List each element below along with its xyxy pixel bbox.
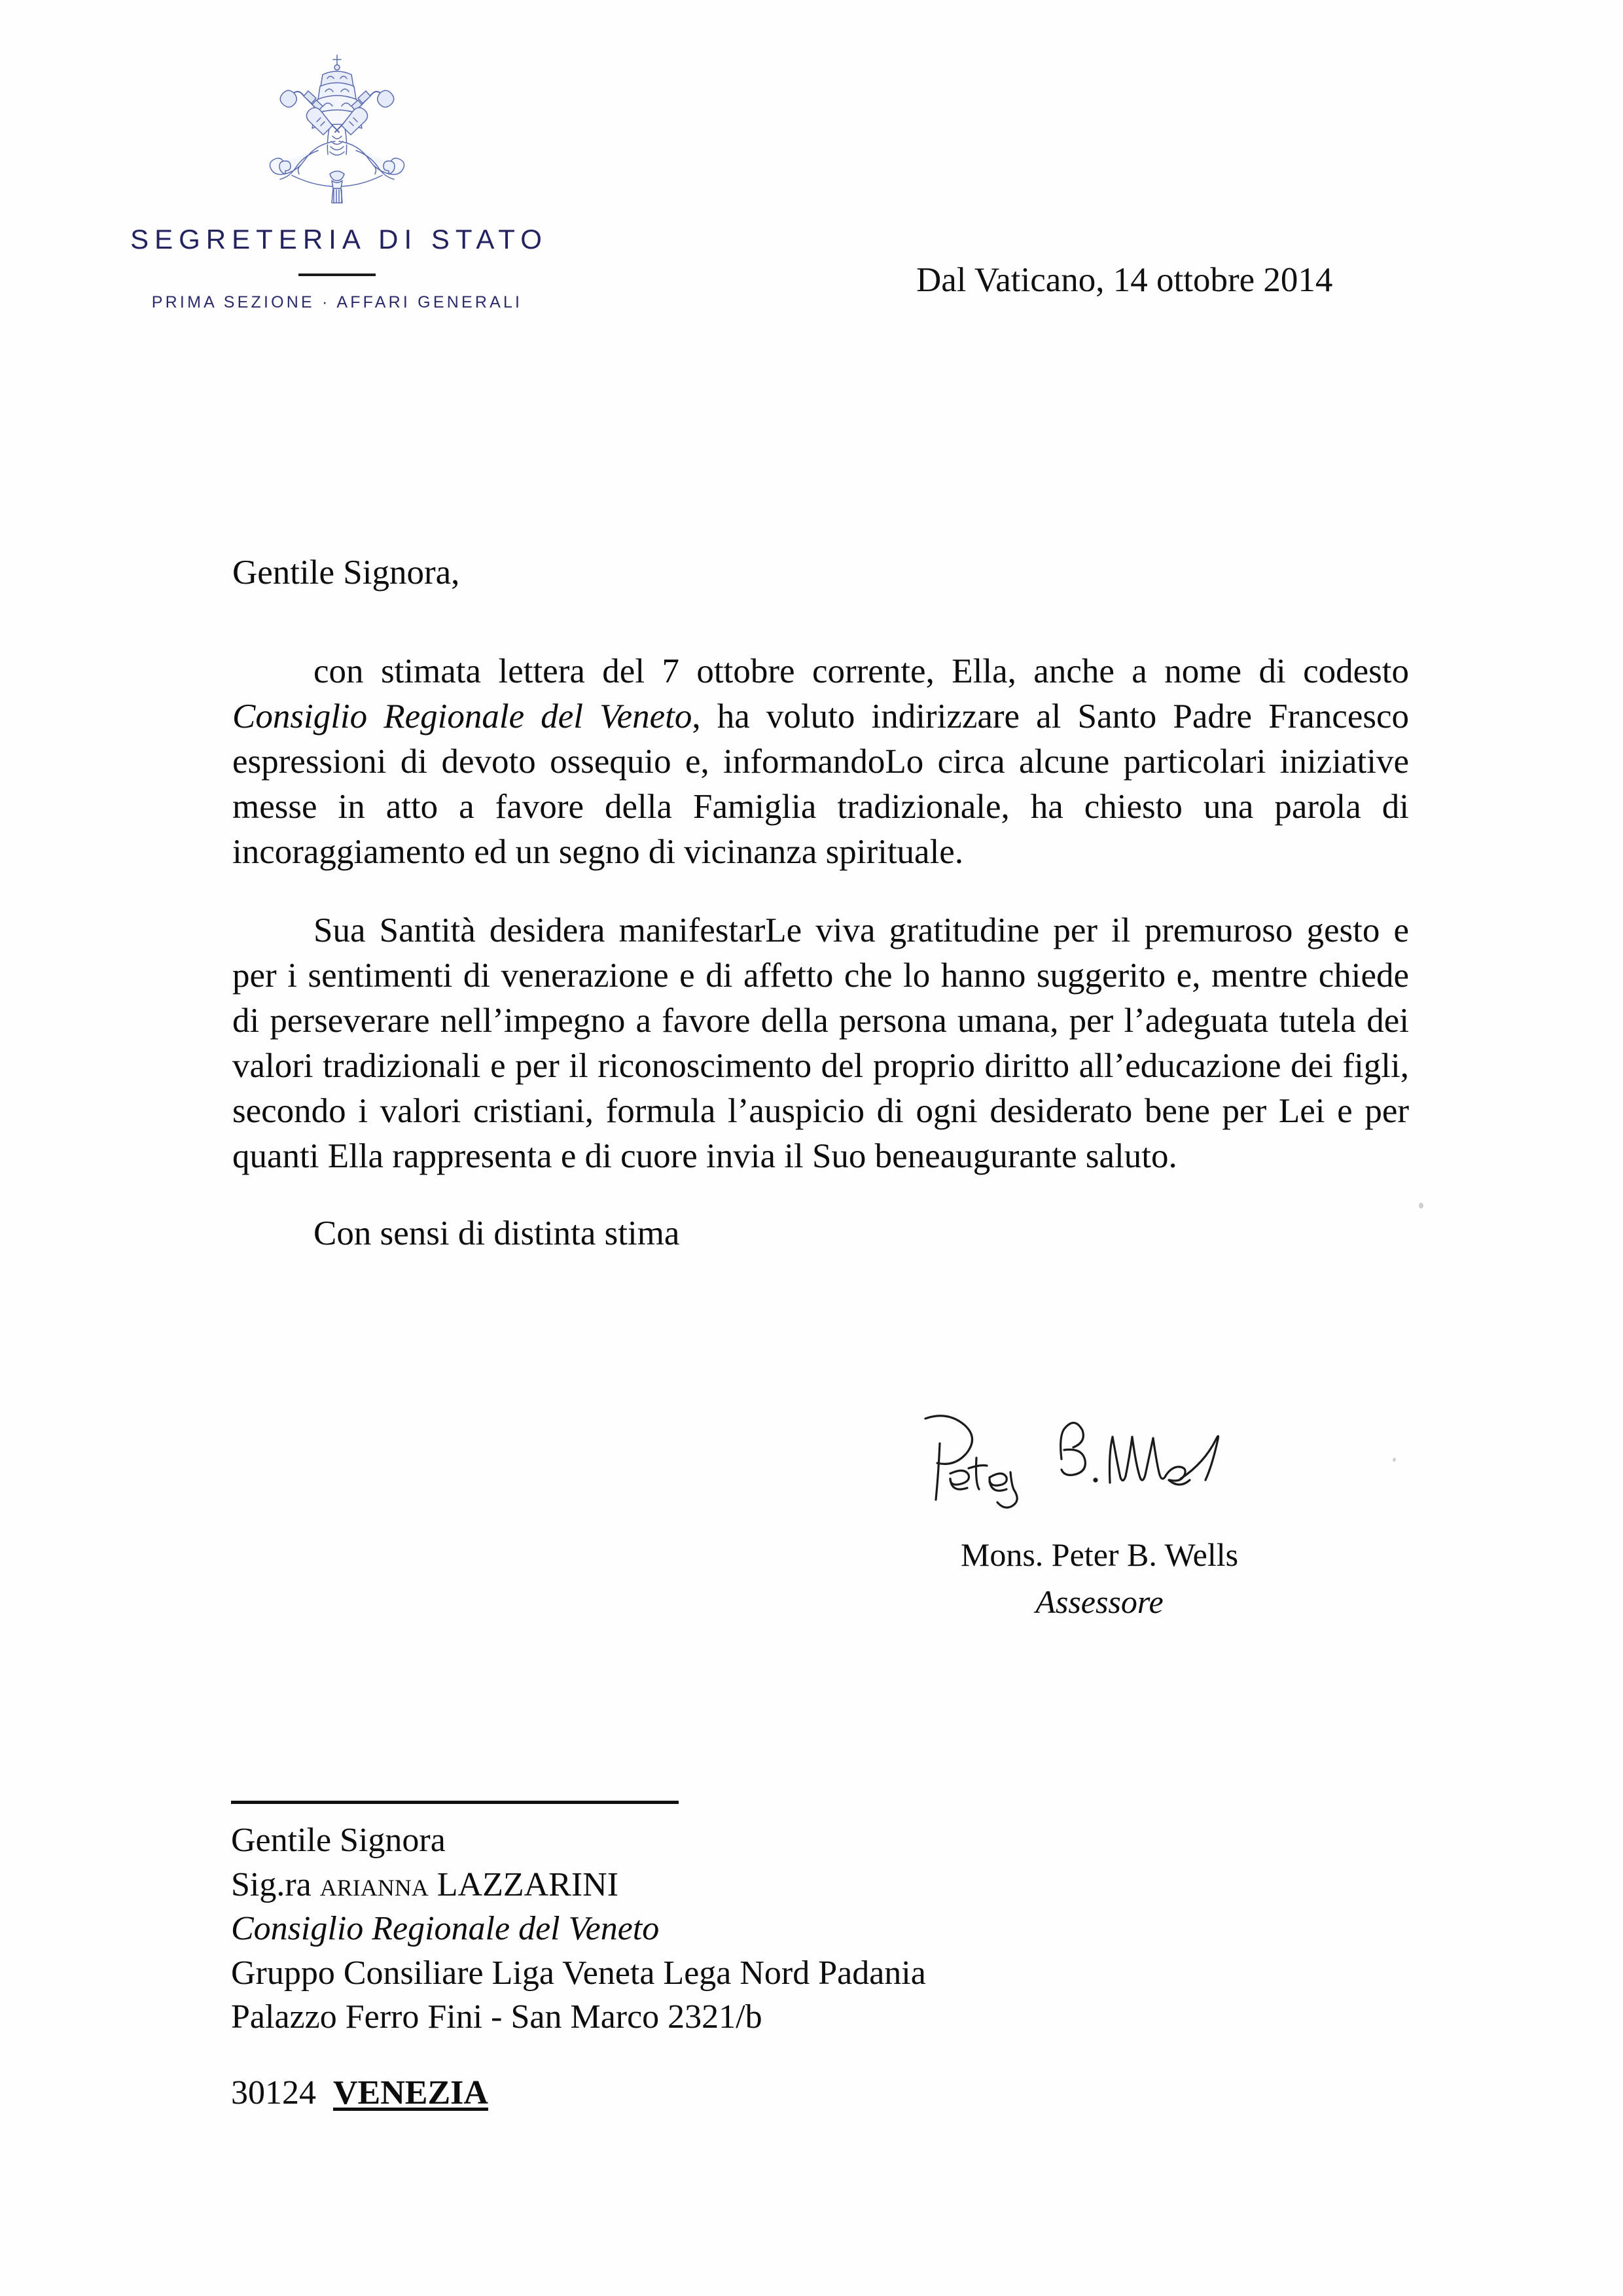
addressee-last-name: LAZZARINI <box>428 1865 619 1903</box>
letterhead-title: SEGRETERIA DI STATO <box>130 224 548 255</box>
paragraph-1-part-b: , ha voluto indirizzare al Santo Padre Francesco espressioni di devoto ossequio e, informandoLo circa alcune particolari iniziative messe in atto a favore della Famiglia tradizionale, ha chiesto una parola di incoraggiamento ed un segno di vicinanza spirituale. <box>232 697 1410 871</box>
letterhead-subtitle: PRIMA SEZIONE · AFFARI GENERALI <box>151 293 523 311</box>
addressee-block <box>231 1801 1147 2115</box>
handwritten-signature-icon <box>916 1400 1283 1531</box>
addressee-street: Palazzo Ferro Fini - San Marco 2321/b <box>231 1998 762 2036</box>
addressee-title-prefix: Sig.ra <box>231 1865 320 1903</box>
addressee-city: VENEZIA <box>333 2074 488 2111</box>
letterhead <box>115 46 560 312</box>
signer-name: Mons. Peter B. Wells <box>960 1536 1239 1573</box>
salutation: Gentile Signora, <box>232 554 460 592</box>
addressee-first-name: arianna <box>319 1865 429 1903</box>
paragraph-1 <box>232 649 1409 874</box>
papal-coat-of-arms-icon <box>255 46 419 209</box>
paragraph-1-part-a: con stimata lettera del 7 ottobre corrente, Ella, anche a nome di codesto <box>313 652 1409 690</box>
addressee-divider <box>231 1801 679 1804</box>
addressee-city-line <box>231 2071 1147 2115</box>
addressee-organization: Consiglio Regionale del Veneto <box>231 1910 660 1948</box>
scan-speck <box>1419 1203 1423 1209</box>
scan-speck <box>1393 1458 1396 1462</box>
addressee-group: Gruppo Consiliare Liga Veneta Lega Nord Padania <box>231 1954 926 1992</box>
addressee-line-2 <box>231 1863 1147 1907</box>
signature-block <box>838 1400 1361 1621</box>
letter-body <box>232 553 1409 1254</box>
addressee-line-1: Gentile Signora <box>231 1822 446 1859</box>
signer-role: Assessore <box>1035 1583 1164 1620</box>
addressee-postal-code: 30124 <box>231 2074 316 2111</box>
dateline: Dal Vaticano, 14 ottobre 2014 <box>916 261 1333 299</box>
paragraph-1-emphasis: Consiglio Regionale del Veneto <box>232 697 692 735</box>
paragraph-2: Sua Santità desidera manifestarLe viva gratitudine per il premuroso gesto e per i sentimenti di venerazione e di affetto che lo hanno suggerito e, mentre chiede di perseverare nell’impegno a favore della persona umana, per l’adeguata tutela dei valori tradizionali e per il riconoscimento del proprio diritto all’educazione dei figli, secondo i valori cristiani, formula l’auspicio di ogni desiderato bene per Lei e per quanti Ella rappresenta e di cuore invia il Suo beneaugurante saluto. <box>232 911 1409 1175</box>
closing-line: Con sensi di distinta stima <box>313 1214 680 1252</box>
letterhead-divider <box>298 274 376 276</box>
